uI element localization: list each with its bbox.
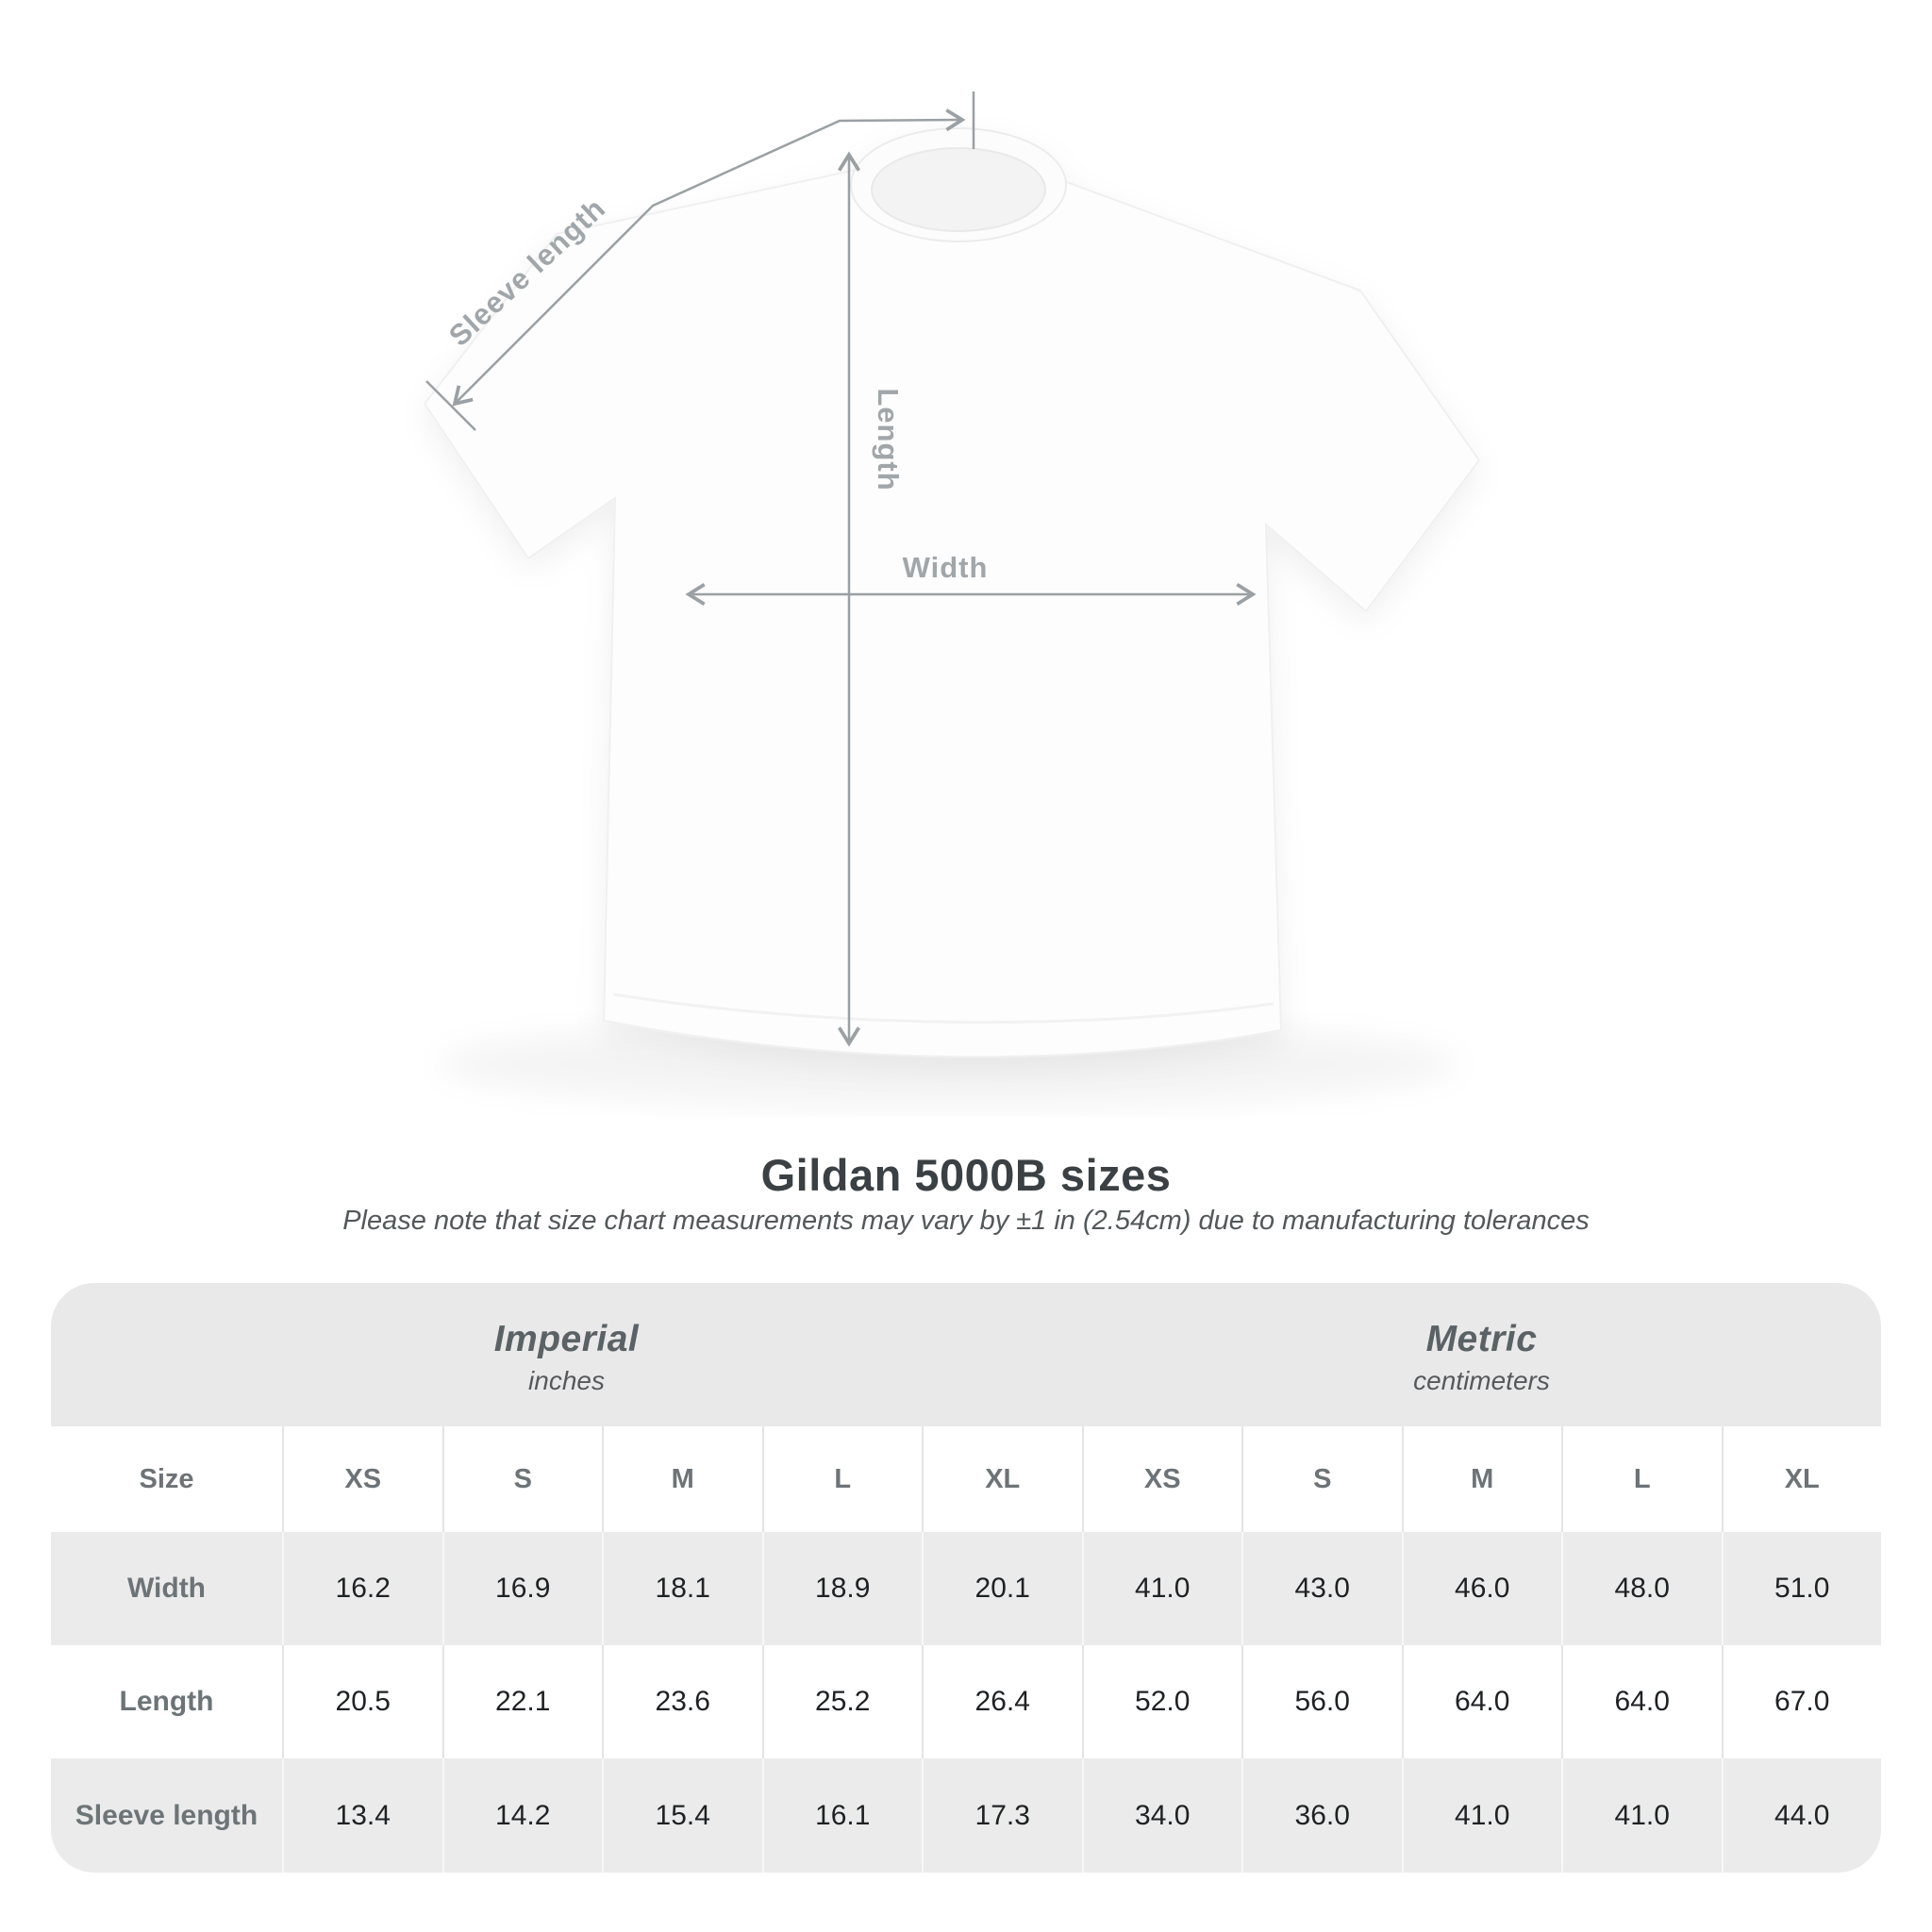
table-cell: 43.0 — [1241, 1532, 1402, 1645]
sleeve-length-label: Sleeve length — [442, 191, 612, 353]
table-cell: 20.5 — [282, 1645, 442, 1758]
row-label-sleeve-length: Sleeve length — [75, 1799, 258, 1831]
size-m-imperial: M — [602, 1426, 762, 1532]
table-cell: 34.0 — [1082, 1758, 1242, 1873]
length-label: Length — [872, 388, 905, 491]
table-cell: 25.2 — [762, 1645, 923, 1758]
table-cell: 18.1 — [602, 1532, 762, 1645]
tshirt-illustration — [425, 128, 1479, 1057]
row-label-width: Width — [126, 1573, 207, 1604]
table-cell: 56.0 — [1241, 1645, 1402, 1758]
page-title: Gildan 5000B sizes — [760, 1150, 1172, 1200]
table-cell: 14.2 — [442, 1758, 603, 1873]
size-l-metric: L — [1561, 1426, 1722, 1532]
table-row-sleeve-length — [51, 1758, 1881, 1873]
table-cell: 20.1 — [922, 1532, 1082, 1645]
imperial-title: Imperial — [493, 1319, 640, 1359]
table-cell: 13.4 — [282, 1758, 442, 1873]
size-s-metric: S — [1241, 1426, 1402, 1532]
table-cell: 46.0 — [1402, 1532, 1562, 1645]
imperial-header — [51, 1283, 1082, 1426]
width-label: Width — [902, 551, 989, 584]
table-cell: 36.0 — [1241, 1758, 1402, 1873]
metric-header — [1082, 1283, 1881, 1426]
table-cell: 16.2 — [282, 1532, 442, 1645]
unit-header-band — [51, 1283, 1881, 1426]
table-cell: 16.1 — [762, 1758, 923, 1873]
table-cell: 67.0 — [1722, 1645, 1882, 1758]
size-xl-imperial: XL — [922, 1426, 1082, 1532]
size-xs-imperial: XS — [282, 1426, 442, 1532]
metric-unit: centimeters — [1413, 1366, 1550, 1395]
table-cell: 17.3 — [922, 1758, 1082, 1873]
table-cell: 23.6 — [602, 1645, 762, 1758]
table-row-length — [51, 1645, 1881, 1758]
metric-title: Metric — [1425, 1319, 1538, 1359]
table-cell: 51.0 — [1722, 1532, 1882, 1645]
size-l-imperial: L — [762, 1426, 923, 1532]
table-cell: 41.0 — [1082, 1532, 1242, 1645]
table-cell: 64.0 — [1402, 1645, 1562, 1758]
size-s-imperial: S — [442, 1426, 603, 1532]
size-m-metric: M — [1402, 1426, 1562, 1532]
size-header-row — [51, 1426, 1881, 1532]
table-cell: 16.9 — [442, 1532, 603, 1645]
table-cell: 44.0 — [1722, 1758, 1882, 1873]
table-cell: 18.9 — [762, 1532, 923, 1645]
table-cell: 41.0 — [1402, 1758, 1562, 1873]
size-table — [51, 1283, 1881, 1873]
table-row-width — [51, 1532, 1881, 1645]
table-cell: 41.0 — [1561, 1758, 1722, 1873]
table-cell: 48.0 — [1561, 1532, 1722, 1645]
table-cell: 15.4 — [602, 1758, 762, 1873]
table-cell: 52.0 — [1082, 1645, 1242, 1758]
row-label-length: Length — [119, 1686, 214, 1717]
table-cell: 26.4 — [922, 1645, 1082, 1758]
table-cell: 22.1 — [442, 1645, 603, 1758]
size-xs-metric: XS — [1082, 1426, 1242, 1532]
imperial-unit: inches — [528, 1366, 605, 1395]
tolerance-note: Please note that size chart measurements may vary by ±1 in (2.54cm) due to manufacturing tolerances — [342, 1206, 1590, 1236]
size-column-header: Size — [139, 1463, 194, 1494]
table-cell: 64.0 — [1561, 1645, 1722, 1758]
size-xl-metric: XL — [1722, 1426, 1882, 1532]
